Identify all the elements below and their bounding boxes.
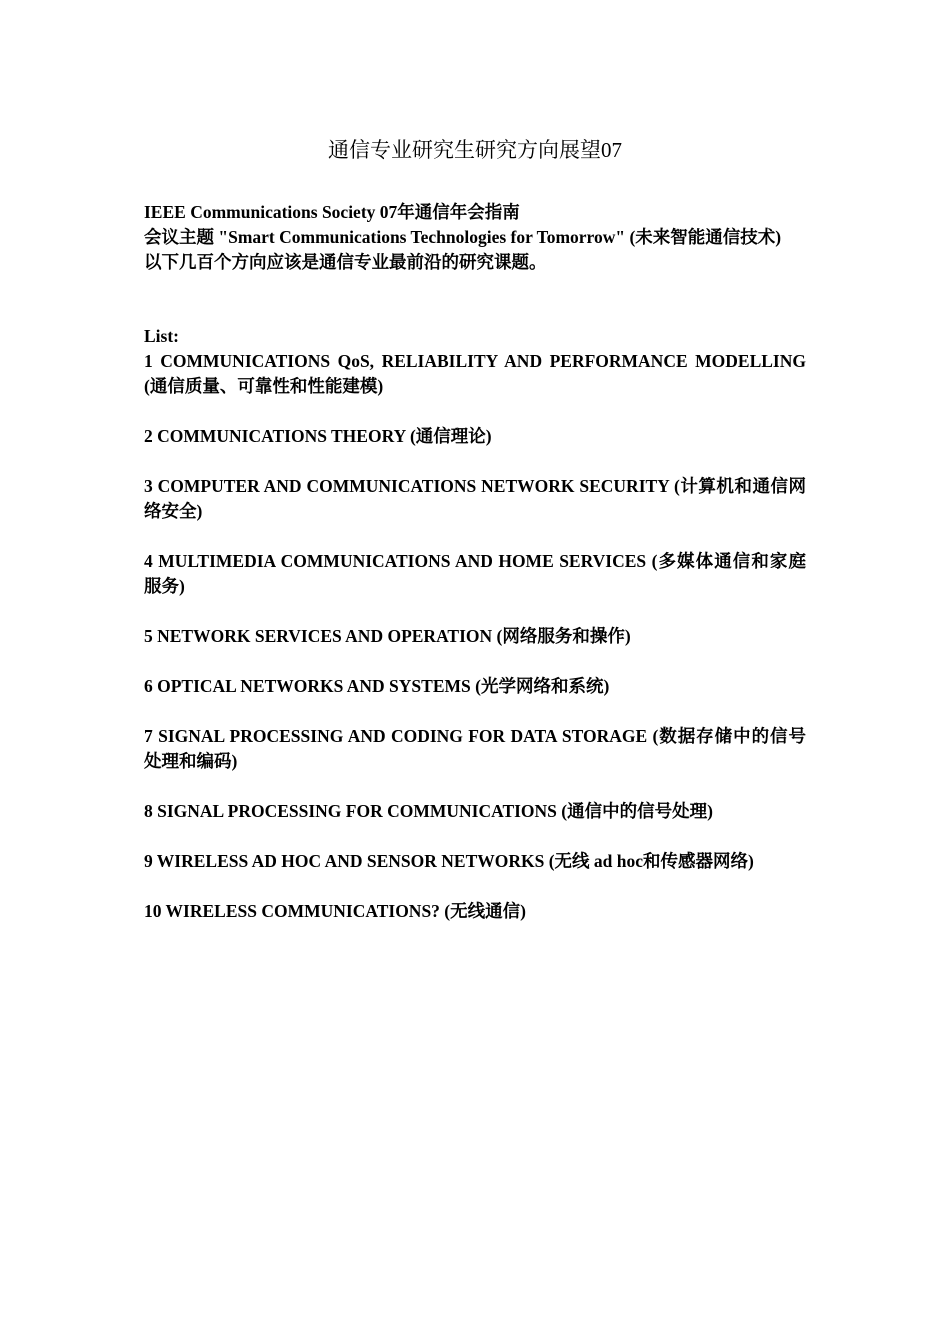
spacer — [144, 699, 806, 724]
list-item: 3 COMPUTER AND COMMUNICATIONS NETWORK SECURITY (计算机和通信网络安全) — [144, 476, 806, 521]
intro-line-conference: IEEE Communications Society 07年通信年会指南 — [144, 202, 520, 222]
intro-line-description: 以下几百个方向应该是通信专业最前沿的研究课题。 — [144, 252, 547, 272]
intro-line-theme: 会议主题 "Smart Communications Technologies for Tomorrow" (未来智能通信技术) — [144, 227, 782, 247]
list-item: 9 WIRELESS AD HOC AND SENSOR NETWORKS (无线 ad hoc和传感器网络) — [144, 851, 754, 871]
list-item: 7 SIGNAL PROCESSING AND CODING FOR DATA STORAGE (数据存储中的信号处理和编码) — [144, 726, 806, 771]
list-item: 6 OPTICAL NETWORKS AND SYSTEMS (光学网络和系统) — [144, 676, 610, 696]
list-item: 2 COMMUNICATIONS THEORY (通信理论) — [144, 426, 492, 446]
spacer — [144, 874, 806, 899]
spacer — [144, 599, 806, 624]
list-item: 1 COMMUNICATIONS QoS, RELIABILITY AND PERFORMANCE MODELLING (通信质量、可靠性和性能建模) — [144, 351, 806, 396]
spacer — [144, 774, 806, 799]
topic-list — [144, 324, 806, 924]
list-item: 8 SIGNAL PROCESSING FOR COMMUNICATIONS (通信中的信号处理) — [144, 801, 713, 821]
spacer — [144, 649, 806, 674]
document-title: 通信专业研究生研究方向展望07 — [328, 138, 622, 162]
spacer — [144, 399, 806, 424]
list-item: 4 MULTIMEDIA COMMUNICATIONS AND HOME SERVICES (多媒体通信和家庭服务) — [144, 551, 806, 596]
list-item: 5 NETWORK SERVICES AND OPERATION (网络服务和操作) — [144, 626, 631, 646]
spacer — [144, 449, 806, 474]
list-item: 10 WIRELESS COMMUNICATIONS? (无线通信) — [144, 901, 526, 921]
intro-block — [144, 200, 806, 275]
spacer — [144, 524, 806, 549]
list-label: List: — [144, 326, 179, 346]
spacer — [144, 824, 806, 849]
